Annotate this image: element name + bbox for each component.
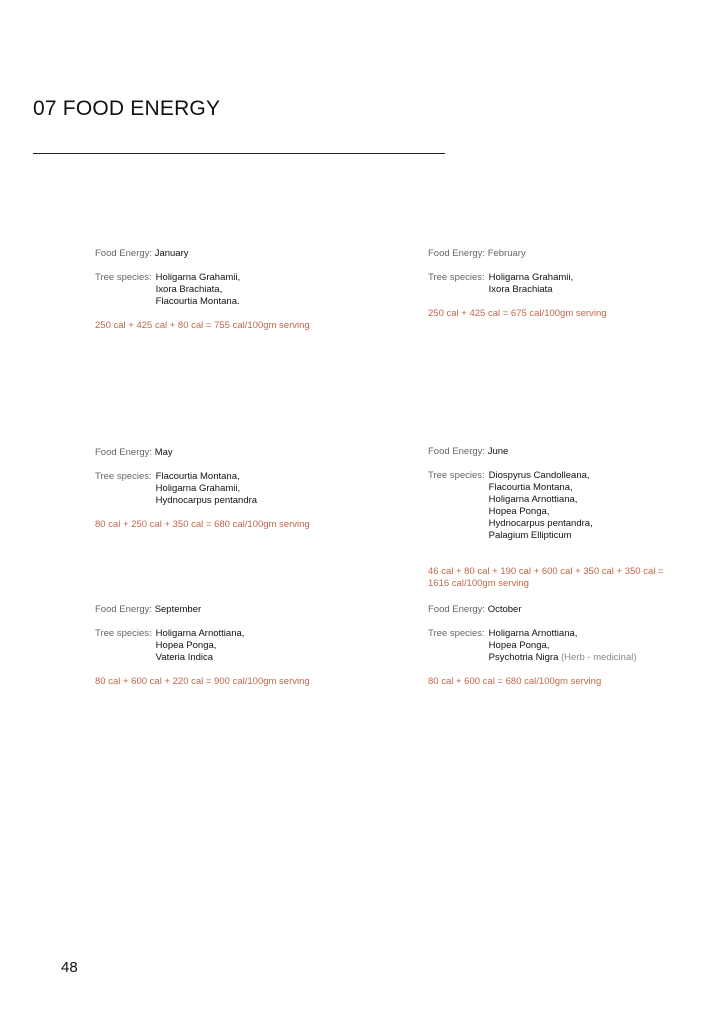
species-list <box>489 628 637 664</box>
month-block-february <box>428 248 698 320</box>
species-item: Hopea Ponga, <box>488 640 550 651</box>
tree-species-label: Tree species: <box>95 471 152 482</box>
month-name: May <box>154 447 173 458</box>
species-list <box>156 272 240 308</box>
food-energy-row <box>428 604 698 616</box>
food-energy-row <box>428 248 698 260</box>
species-list <box>156 628 245 664</box>
tree-species-row <box>95 272 365 308</box>
energy-total: 250 cal + 425 cal + 80 cal = 755 cal/100gm serving <box>95 320 310 331</box>
energy-total <box>428 566 698 590</box>
energy-total-line: 46 cal + 80 cal + 190 cal + 600 cal + 350 cal + 350 cal = <box>428 566 664 577</box>
energy-total-line: 1616 cal/100gm serving <box>428 578 529 589</box>
month-name: January <box>154 248 189 259</box>
species-item: Holigarna Grahamii, <box>155 272 241 283</box>
food-energy-label: Food Energy: <box>95 447 153 458</box>
food-energy-label: Food Energy: <box>95 248 153 259</box>
food-energy-row <box>95 447 365 459</box>
food-energy-label: Food Energy: <box>428 604 486 615</box>
month-block-june <box>428 446 698 590</box>
tree-species-row <box>95 628 365 664</box>
species-item: Flacourtia Montana. <box>155 296 240 307</box>
tree-species-row <box>428 272 698 296</box>
energy-total: 80 cal + 600 cal = 680 cal/100gm serving <box>428 676 602 687</box>
tree-species-row <box>95 471 365 507</box>
species-item-with-note <box>489 652 637 664</box>
species-item: Diospyrus Candolleana, <box>488 470 590 481</box>
food-energy-label: Food Energy: <box>428 446 486 457</box>
month-block-september <box>95 604 365 688</box>
species-item: Vateria Indica <box>155 652 214 663</box>
species-list <box>489 272 573 296</box>
page-title: 07 FOOD ENERGY <box>33 97 221 120</box>
month-block-may <box>95 447 365 531</box>
species-list <box>156 471 257 507</box>
month-name: September <box>154 604 202 615</box>
food-energy-row <box>95 604 365 616</box>
species-item: Holigarna Arnottiana, <box>488 628 578 639</box>
food-energy-row <box>95 248 365 260</box>
food-energy-row <box>428 446 698 458</box>
species-item: Palagium Ellipticum <box>488 530 572 541</box>
title-divider <box>33 153 445 154</box>
species-note: (Herb - medicinal) <box>561 652 637 663</box>
species-item: Holigarna Grahamii, <box>488 272 574 283</box>
species-list <box>489 470 593 542</box>
species-item: Flacourtia Montana, <box>155 471 240 482</box>
month-name: February <box>487 248 526 259</box>
tree-species-label: Tree species: <box>428 628 485 639</box>
tree-species-label: Tree species: <box>95 272 152 283</box>
month-block-january <box>95 248 365 332</box>
month-name: June <box>487 446 509 457</box>
species-item: Hopea Ponga, <box>155 640 217 651</box>
energy-total: 80 cal + 600 cal + 220 cal = 900 cal/100gm serving <box>95 676 310 687</box>
species-item: Holigarna Grahamii, <box>155 483 241 494</box>
species-item: Ixora Brachiata, <box>155 284 223 295</box>
species-item: Hopea Ponga, <box>488 506 550 517</box>
species-item: Hydnocarpus pentandra, <box>488 518 593 529</box>
month-name: October <box>487 604 522 615</box>
species-item: Hydnocarpus pentandra <box>155 495 258 506</box>
page-number: 48 <box>61 959 78 976</box>
species-item: Ixora Brachiata <box>488 284 553 295</box>
tree-species-label: Tree species: <box>428 272 485 283</box>
food-energy-label: Food Energy: <box>428 248 486 259</box>
month-block-october <box>428 604 698 688</box>
species-item: Flacourtia Montana, <box>488 482 573 493</box>
tree-species-label: Tree species: <box>95 628 152 639</box>
food-energy-label: Food Energy: <box>95 604 153 615</box>
energy-total: 250 cal + 425 cal = 675 cal/100gm serving <box>428 308 607 319</box>
tree-species-row <box>428 470 698 542</box>
tree-species-label: Tree species: <box>428 470 485 481</box>
tree-species-row <box>428 628 698 664</box>
species-item: Psychotria Nigra <box>488 652 559 663</box>
species-item: Holigarna Arnottiana, <box>155 628 245 639</box>
species-item: Holigarna Arnottiana, <box>488 494 578 505</box>
energy-total: 80 cal + 250 cal + 350 cal = 680 cal/100gm serving <box>95 519 310 530</box>
